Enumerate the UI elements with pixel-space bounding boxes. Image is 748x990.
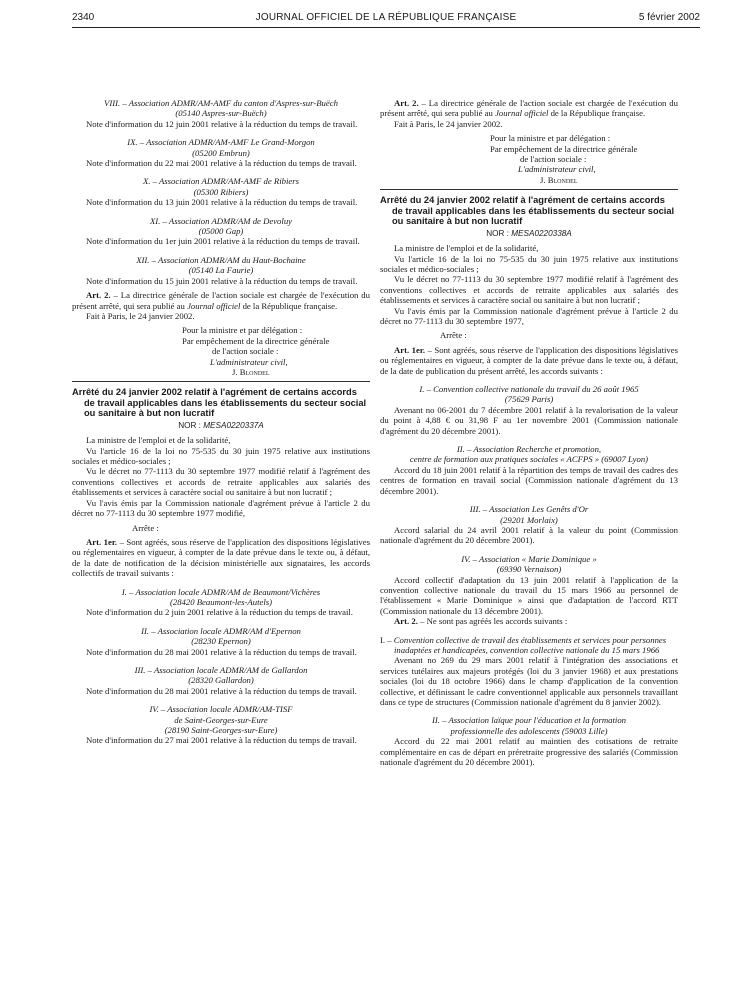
signature-line: L'administrateur civil,: [210, 356, 288, 367]
body-paragraph: Vu l'avis émis par la Commission nationale d'agrément prévue à l'article 2 du décret no 77-1113 du 30 septembre 1977,: [380, 305, 678, 326]
body-paragraph: Vu le décret no 77-1113 du 30 septembre 1977 modifié relatif à l'agrément des conventions collectives et accords de retraite applicables aux salariés des établissements et services à caractère social ou sanitaire à but non lucratif ;: [380, 274, 678, 306]
section-heading: IX. – Association ADMR/AM-AMF Le Grand-Morgon: [127, 137, 315, 148]
section-heading: VIII. – Association ADMR/AM-AMF du canton d'Aspres-sur-Buëch: [104, 98, 338, 108]
nor-reference: NOR : MESA0220337A: [178, 420, 264, 430]
issue-date: 5 février 2002: [638, 12, 700, 23]
signatory-name: J. Blondel: [540, 174, 578, 185]
decree-title: Arrêté du 24 janvier 2002 relatif à l'agrément de certains accords de travail applicables dans les établissements du secteur social ou sanitaire à but non lucratif: [380, 195, 675, 227]
signature-line: Par empêchement de la directrice générale: [490, 143, 638, 154]
item-note: Note d'information du 28 mai 2001 relative à la réduction du temps de travail.: [86, 646, 357, 657]
item-address: (69390 Vernaison): [496, 564, 562, 575]
item-text: Avenant no 06-2001 du 7 décembre 2001 relatif à la revalorisation de la valeur du point à 4,88 € ou 31,98 F au 1er novembre 2001 (Commission nationale d'agrément du 20 décembre 2001).: [380, 404, 678, 436]
signature-line: Par empêchement de la directrice générale: [182, 335, 330, 346]
item-heading-cont: de Saint-Georges-sur-Eure: [174, 714, 268, 725]
header-rule: [72, 27, 700, 28]
article-2-refusal: Art. 2. – Ne sont pas agréés les accords suivants :: [394, 616, 568, 627]
item-text: Accord du 18 juin 2001 relatif à la répartition des temps de travail des cadres des centres de formation en travail social (Commission nationale d'agrément du 13 décembre 2001).: [380, 464, 678, 496]
signatory-name: J. Blondel: [232, 366, 270, 377]
body-paragraph: Vu l'article 16 de la loi no 75-535 du 30 juin 1975 relative aux institutions sociales et médico-sociales ;: [380, 253, 678, 274]
item-address: (28230 Epernon): [191, 636, 251, 647]
article-1: Art. 1er. – Sont agréés, sous réserve de l'application des dispositions législatives ou réglementaires en vigueur, à compter de la date prévue dans le texte ou, à défaut, de la date de publication du présent arrêté, les accords suivants :: [380, 344, 679, 376]
section-note: Note d'information du 13 juin 2001 relative à la réduction du temps de travail.: [86, 197, 358, 208]
nor-reference: NOR : MESA0220338A: [486, 228, 572, 238]
signature-line: de l'action sociale :: [520, 154, 587, 165]
section-address: (05300 Ribiers): [193, 186, 249, 197]
page-header: [72, 12, 700, 26]
item-heading: III. – Association locale ADMR/AM de Gallardon: [134, 664, 308, 675]
right-column: [380, 98, 678, 767]
item-address: (28420 Beaumont-les-Autels): [169, 596, 273, 607]
section-address: (05000 Gap): [198, 226, 244, 237]
journal-title: JOURNAL OFFICIEL DE LA RÉPUBLIQUE FRANÇAISE: [255, 12, 517, 23]
item-heading-cont: centre de formation aux pratiques sociales « ACFPS » (69007 Lyon): [409, 454, 649, 465]
arrete-label: Arrête :: [132, 522, 159, 533]
section-address: (05140 Aspres-sur-Buëch): [175, 108, 267, 119]
signature-line: Pour la ministre et par délégation :: [490, 133, 611, 144]
signature-line: Pour la ministre et par délégation :: [182, 325, 303, 336]
item-note: Note d'information du 27 mai 2001 relative à la réduction du temps de travail.: [86, 735, 357, 746]
signature-line: de l'action sociale :: [212, 346, 279, 357]
body-paragraph: Vu l'article 16 de la loi no 75-535 du 30 juin 1975 relative aux institutions sociales et médico-sociales ;: [72, 445, 370, 467]
item-heading: II. – Association Recherche et promotion,: [456, 444, 602, 455]
left-column: [72, 98, 370, 746]
section-divider: [72, 381, 370, 382]
section-heading: XI. – Association ADMR/AM de Devoluy: [149, 215, 293, 226]
item-heading: II. – Association locale ADMR/AM d'Epernon: [141, 625, 301, 636]
item-heading: III. – Association Les Genêts d'Or: [469, 504, 589, 515]
item-heading: IV. – Association « Marie Dominique »: [461, 553, 597, 564]
article-1: Art. 1er. – Sont agréés, sous réserve de l'application des dispositions législatives ou réglementaires en vigueur, à compter de la date prévue dans le texte ou, à défaut, de la date de notification de la décision ministérielle aux signataires, les accords collectifs de travail suivants :: [72, 536, 371, 579]
refused-item-text: Accord du 22 mai 2001 relatif au maintien des cotisations de retraite complémentaire en cas de départ en préretraite progressive des salariés (Commission nationale d'agrément du 20 décembre 2001).: [380, 736, 678, 768]
section-note: Note d'information du 22 mai 2001 relative à la réduction du temps de travail.: [86, 158, 357, 169]
body-paragraph: Vu l'avis émis par la Commission nationale d'agrément prévue à l'article 2 du décret no 77-1113 du 30 septembre 1977 modifié,: [72, 497, 370, 519]
done-at: Fait à Paris, le 24 janvier 2002.: [394, 118, 503, 129]
section-address: (05140 La Faurie): [188, 265, 254, 276]
body-paragraph: La ministre de l'emploi et de la solidarité,: [86, 435, 231, 446]
item-text: Accord salarial du 24 avril 2001 relatif à la valeur du point (Commission nationale d'agrément du 20 décembre 2001).: [380, 524, 678, 546]
item-address: (28320 Gallardon): [188, 675, 254, 686]
arrete-label: Arrête :: [440, 330, 467, 341]
refused-item-heading-cont: professionnelle des adolescents (59003 Lille): [450, 725, 608, 736]
item-heading: I. – Convention collective nationale du travail du 26 août 1965: [419, 384, 639, 395]
refused-item-heading: II. – Association laïque pour l'éducation et la formation: [431, 715, 627, 726]
section-note: Note d'information du 1er juin 2001 relative à la réduction du temps de travail.: [86, 236, 360, 247]
section-note: Note d'information du 12 juin 2001 relative à la réduction du temps de travail.: [86, 118, 358, 129]
decree-title: Arrêté du 24 janvier 2002 relatif à l'agrément de certains accords de travail applicables dans les établissements du secteur social ou sanitaire à but non lucratif: [72, 387, 367, 419]
article-2: Art. 2. – La directrice générale de l'action sociale est chargée de l'exécution du présent arrêté, qui sera publié au Journal officiel de la République française.: [72, 290, 370, 311]
section-address: (05200 Embrun): [192, 147, 250, 158]
article-2: Art. 2. – La directrice générale de l'action sociale est chargée de l'exécution du présent arrêté, qui sera publié au Journal officiel de la République française.: [380, 98, 678, 119]
done-at: Fait à Paris, le 24 janvier 2002.: [86, 310, 195, 321]
section-divider: [380, 189, 678, 190]
item-address: (28190 Saint-Georges-sur-Eure): [164, 725, 278, 735]
section-note: Note d'information du 15 juin 2001 relative à la réduction du temps de travail.: [86, 275, 358, 286]
page-number: 2340: [72, 12, 95, 23]
section-heading: X. – Association ADMR/AM-AMF de Ribiers: [142, 176, 300, 187]
item-address: (75629 Paris): [504, 394, 554, 405]
refused-item-text: Avenant no 269 du 29 mars 2001 relatif à l'intégration des associations et services tutélaires aux majeurs protégés (loi du 3 janvier 1968) et aux prestations sociales (loi du 18 octobre 1966) dans le champ d'application de la convention collective, et définissant le cadre conventionnel applicable aux personnels travaillant dans ce type de structures (Commission nationale d'agrément du 8 janvier 2002).: [380, 655, 678, 707]
section-heading: XII. – Association ADMR/AM du Haut-Bochaine: [136, 254, 306, 265]
item-note: Note d'information du 2 juin 2001 relative à la réduction du temps de travail.: [86, 607, 353, 618]
item-heading: IV. – Association locale ADMR/AM-TISF: [149, 704, 293, 715]
item-address: (29201 Morlaix): [500, 514, 558, 525]
item-note: Note d'information du 28 mai 2001 relative à la réduction du temps de travail.: [86, 685, 357, 696]
body-paragraph: La ministre de l'emploi et de la solidarité,: [394, 243, 539, 254]
item-heading: I. – Association locale ADMR/AM de Beaumont/Vichères: [121, 586, 321, 597]
signature-line: L'administrateur civil,: [518, 164, 596, 175]
refused-item-heading: I. – Convention collective de travail des établissements et services pour personnes inadaptées et handicapées, convention collective nationale du 15 mars 1966: [380, 634, 667, 655]
body-paragraph: Vu le décret no 77-1113 du 30 septembre 1977 modifié relatif à l'agrément des conventions collectives et accords de retraite applicables aux salariés des établissements et services à caractère social ou sanitaire à but non lucratif ;: [72, 466, 370, 498]
item-text: Accord collectif d'adaptation du 13 juin 2001 relatif à l'application de la convention collective nationale du travail du 15 mars 1966 au personnel de l'établissement « Marie Dominique » ainsi que d'adaptation de l'accord RTT (Commission nationale du 13 décembre 2001).: [380, 574, 678, 616]
